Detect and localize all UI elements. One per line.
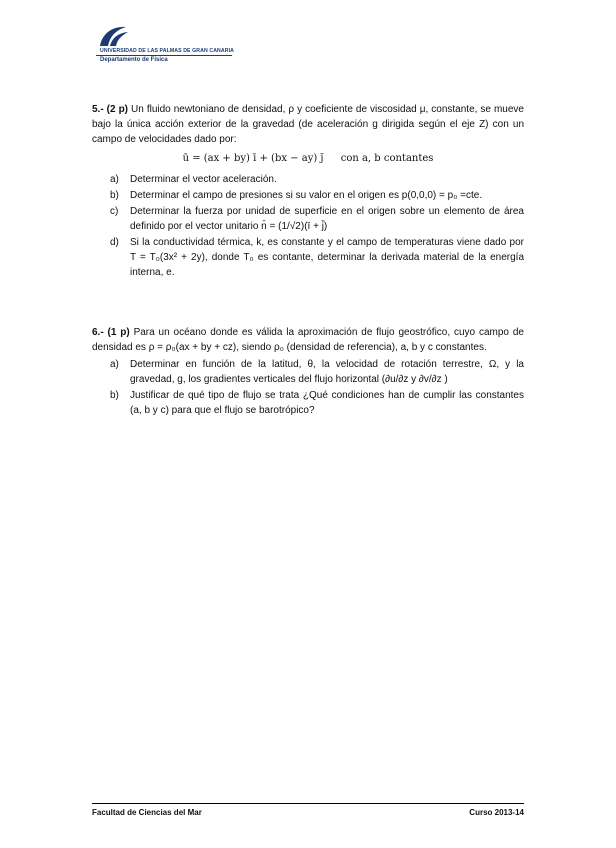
problem-6-number: 6.- (1 p) <box>92 327 130 338</box>
velocity-field-equation <box>92 151 524 166</box>
problem-5-number: 5.- (2 p) <box>92 104 129 115</box>
university-name: UNIVERSIDAD DE LAS PALMAS DE GRAN CANARIA <box>100 48 234 54</box>
list-item <box>92 357 524 387</box>
item-marker: a) <box>110 359 119 370</box>
list-item <box>92 204 524 234</box>
item-marker: d) <box>110 237 119 248</box>
footer-faculty: Facultad de Ciencias del Mar <box>92 808 202 817</box>
item-marker: b) <box>110 390 119 401</box>
list-item <box>92 235 524 280</box>
problem-6-items <box>92 357 524 418</box>
footer-divider <box>92 803 524 804</box>
problem-6 <box>92 325 524 419</box>
problem-6-intro: Para un océano donde es válida la aproximación de flujo geostrófico, cuyo campo de densidad es ρ = ρ₀(ax + by + cz), siendo ρ₀ (densidad de referencia), a, b y c constantes. <box>92 327 524 353</box>
problem-6-statement <box>92 325 524 355</box>
item-text: Determinar el vector aceleración. <box>130 174 277 185</box>
university-emblem-icon <box>96 24 130 48</box>
list-item <box>92 188 524 203</box>
problem-5 <box>92 102 524 281</box>
logo-divider <box>96 55 232 56</box>
problem-5-statement <box>92 102 524 147</box>
university-logo <box>96 24 266 70</box>
department-name: Departamento de Física <box>100 57 168 63</box>
velocity-equation: ū = (ax + by) ī + (bx − ay) j̄ <box>182 153 324 164</box>
item-text: Determinar en función de la latitud, θ, la velocidad de rotación terrestre, Ω, y la gravedad, g, los gradientes verticales del flujo horizontal (∂u/∂z y ∂v/∂z ) <box>130 359 524 385</box>
item-text: Si la conductividad térmica, k, es constante y el campo de temperaturas viene dado por T = T₀(3x² + 2y), donde T₀ es contante, determinar la derivada material de la energía interna, e. <box>130 237 524 278</box>
problem-5-intro: Un fluido newtoniano de densidad, ρ y coeficiente de viscosidad μ, constante, se mueve bajo la única acción exterior de la gravedad (de aceleración g dirigida según el eje Z) con un campo de velocidades dado por: <box>92 104 524 145</box>
item-marker: b) <box>110 190 119 201</box>
footer-course: Curso 2013-14 <box>469 808 524 817</box>
item-text: Determinar la fuerza por unidad de superficie en el origen sobre un elemento de área definido por el vector unitario n̄ = (1/√2)(ī + j̄) <box>130 206 524 232</box>
item-text: Justificar de qué tipo de flujo se trata ¿Qué condiciones han de cumplir las constantes (a, b y c) para que el flujo se barotrópico? <box>130 390 524 416</box>
item-text: Determinar el campo de presiones si su valor en el origen es p(0,0,0) = p₀ =cte. <box>130 190 483 201</box>
item-marker: c) <box>110 206 119 217</box>
list-item <box>92 172 524 187</box>
problem-5-items <box>92 172 524 280</box>
list-item <box>92 388 524 418</box>
equation-constants-note: con a, b contantes <box>340 153 434 164</box>
item-marker: a) <box>110 174 119 185</box>
